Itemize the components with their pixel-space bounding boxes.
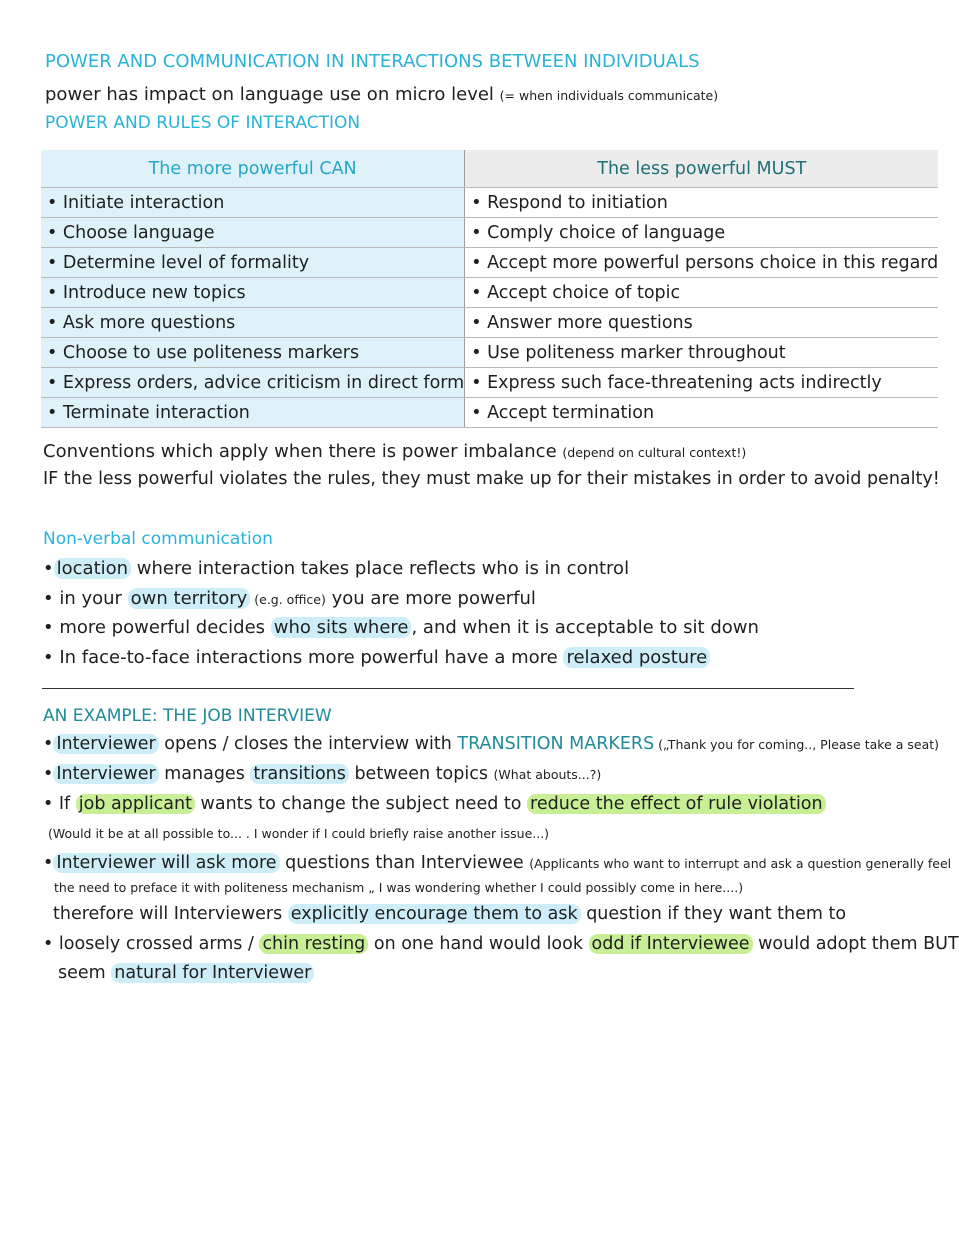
nonverbal-item-posture: • In face-to-face interactions more powerful have a more relaxed posture	[43, 647, 710, 668]
example-applicant-note: (Would it be at all possible to... . I wonder if I could briefly raise another issue...)	[48, 826, 550, 841]
table-cell: • Accept termination	[465, 398, 939, 428]
highlight: Interviewer	[53, 734, 158, 754]
table-cell: • Introduce new topics	[41, 278, 465, 308]
example-item-encourage: therefore will Interviewers explicitly encourage them to ask question if they want them to	[53, 904, 847, 924]
highlight: own territory	[128, 588, 251, 609]
page-title: POWER AND COMMUNICATION IN INTERACTIONS BETWEEN INDIVIDUALS	[45, 51, 700, 72]
table-cell: • Express such face-threatening acts indirectly	[465, 368, 939, 398]
table-cell: • Terminate interaction	[41, 398, 465, 428]
section-subtitle: POWER AND RULES OF INTERACTION	[45, 113, 361, 133]
example-item-questions: • Interviewer will ask more questions than Interviewee (Applicants who want to interrupt and ask a question generally feel	[43, 853, 952, 873]
highlight: explicitly encourage them to ask	[288, 904, 581, 924]
conventions-note: (depend on cultural context!)	[562, 445, 747, 460]
example-item-applicant: • If job applicant wants to change the subject need to reduce the effect of rule violation	[43, 794, 826, 814]
table-cell: • Respond to initiation	[465, 188, 939, 218]
table-cell: • Answer more questions	[465, 308, 939, 338]
table-cell: • Choose language	[41, 218, 465, 248]
table-cell: • Initiate interaction	[41, 188, 465, 218]
intro-text: power has impact on language use on micro level	[45, 84, 494, 105]
table-row	[41, 218, 938, 248]
highlight: reduce the effect of rule violation	[527, 794, 826, 814]
highlight: Interviewer	[53, 764, 158, 784]
table-row	[41, 248, 938, 278]
table-row	[41, 398, 938, 428]
table-cell: • Determine level of formality	[41, 248, 465, 278]
highlight: Interviewer will ask more	[53, 853, 279, 873]
nonverbal-item-location: • location where interaction takes place reflects who is in control	[43, 558, 630, 579]
highlight: location	[54, 558, 131, 579]
table-row	[41, 368, 938, 398]
table-row	[41, 308, 938, 338]
highlight: odd if Interviewee	[589, 934, 753, 954]
table-cell: • Express orders, advice criticism in direct form	[41, 368, 465, 398]
highlight: chin resting	[259, 934, 368, 954]
highlight: natural for Interviewer	[111, 963, 314, 983]
table-row	[41, 338, 938, 368]
table-cell: • Choose to use politeness markers	[41, 338, 465, 368]
nonverbal-heading: Non-verbal communication	[43, 529, 273, 549]
intro-note: (= when individuals communicate)	[499, 88, 719, 103]
example-item-natural: seem natural for Interviewer	[58, 963, 314, 983]
example-heading: AN EXAMPLE: THE JOB INTERVIEW	[43, 706, 332, 726]
rules-table	[41, 150, 938, 428]
highlight: who sits where	[271, 617, 412, 638]
section-divider	[42, 688, 854, 689]
header-more-powerful: The more powerful CAN	[41, 150, 465, 188]
header-less-powerful: The less powerful MUST	[465, 150, 939, 188]
example-item-transition: • Interviewer opens / closes the interview with TRANSITION MARKERS („Thank you for coming.., Please take a seat)	[43, 734, 940, 754]
example-questions-note: the need to preface it with politeness mechanism „ I was wondering whether I could possibly come in here....)	[54, 880, 744, 895]
violation-line: IF the less powerful violates the rules, they must make up for their mistakes in order to avoid penalty!	[43, 469, 940, 489]
example-item-topics: • Interviewer manages transitions between topics (What abouts...?)	[43, 764, 602, 784]
nonverbal-item-territory: • in your own territory (e.g. office) you are more powerful	[43, 588, 536, 609]
highlight: job applicant	[76, 794, 195, 814]
highlight: relaxed posture	[563, 647, 710, 668]
table-cell: • Use politeness marker throughout	[465, 338, 939, 368]
table-cell: • Accept more powerful persons choice in this regard	[465, 248, 939, 278]
table-header-row	[41, 150, 938, 188]
table-cell: • Ask more questions	[41, 308, 465, 338]
intro-line	[45, 84, 718, 105]
table-row	[41, 188, 938, 218]
conventions-line	[43, 441, 746, 462]
table-cell: • Comply choice of language	[465, 218, 939, 248]
table-cell: • Accept choice of topic	[465, 278, 939, 308]
conventions-text: Conventions which apply when there is power imbalance	[43, 441, 557, 462]
table-row	[41, 278, 938, 308]
example-item-posture: • loosely crossed arms / chin resting on one hand would look odd if Interviewee would adopt them BUT	[43, 934, 959, 954]
highlight: transitions	[250, 764, 349, 784]
nonverbal-item-seating: • more powerful decides who sits where , and when it is acceptable to sit down	[43, 617, 759, 638]
